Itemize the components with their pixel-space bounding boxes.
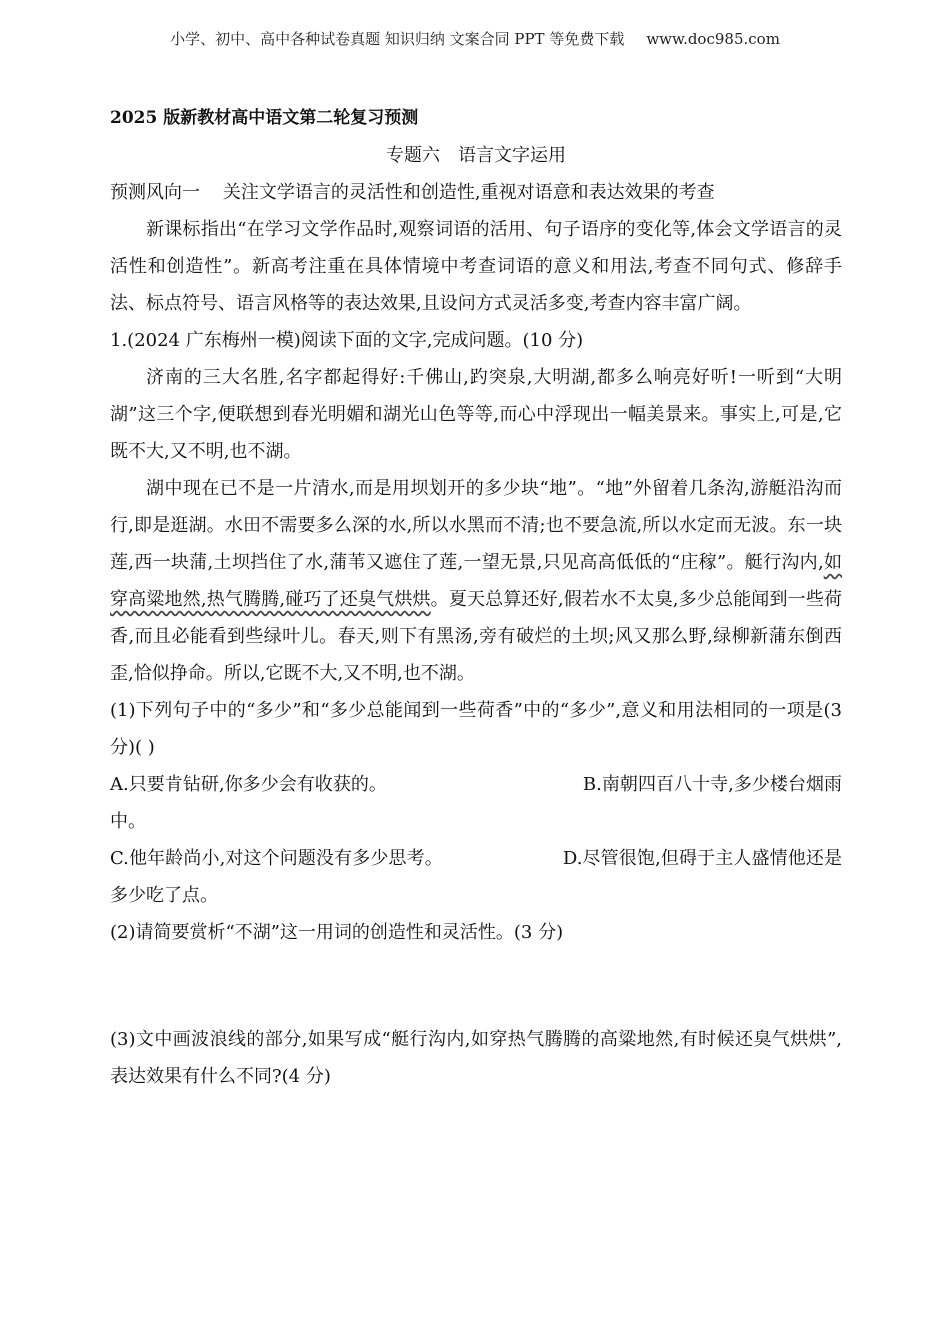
option-b[interactable]: B.南朝四百八十寺,多少楼台烟雨中。 [110, 774, 842, 832]
intro-paragraph: 新课标指出“在学习文学作品时,观察词语的活用、句子语序的变化等,体会文学语言的灵活性和创造性”。新高考注重在具体情境中考查词语的意义和用法,考查不同句式、修辞手法、标点符号、语言风格等的表达效果,且设问方式灵活多变,考查内容丰富广阔。 [110, 219, 842, 314]
option-a[interactable]: A.只要肯钻研,你多少会有收获的。 [110, 774, 387, 795]
passage-p2-after: 。夏天总算还好,假若水不太臭,多少总能闻到一些荷香,而且必能看到些绿叶儿。春天,则下有黑汤,旁有破烂的土坝;风又那么野,绿柳新蒲东倒西歪,恰似挣命。所以,它既不大,又不明,也不湖。 [110, 589, 842, 684]
header-text: 小学、初中、高中各种试卷真题 知识归纳 文案合同 PPT 等免费下载 [170, 30, 625, 48]
sub-question-1-stem: (1)下列句子中的“多少”和“多少总能闻到一些荷香”中的“多少”,意义和用法相同的一项是(3 分)( ) [110, 700, 842, 758]
options-row-cd [110, 840, 842, 914]
option-c[interactable]: C.他年龄尚小,对这个问题没有多少思考。 [110, 848, 443, 869]
wavy-underlined-text: 如穿高粱地然,热气腾腾,碰巧了还臭气烘烘 [110, 552, 843, 610]
document-body [110, 100, 842, 1095]
passage-paragraph-2 [110, 470, 842, 692]
topic-label: 专题六 [386, 145, 440, 166]
answer-space-2[interactable] [110, 951, 842, 1021]
page-header [0, 28, 950, 49]
prediction-direction: 预测风向一 关注文学语言的灵活性和创造性,重视对语意和表达效果的考查 [110, 182, 715, 203]
option-d[interactable]: D.尽管很饱,但碍于主人盛情他还是多少吃了点。 [110, 848, 843, 906]
sub-question-2-stem: (2)请简要赏析“不湖”这一用词的创造性和灵活性。(3 分) [110, 922, 564, 943]
document-title: 2025 版新教材高中语文第二轮复习预测 [110, 108, 419, 128]
sub-question-3-stem: (3)文中画波浪线的部分,如果写成“艇行沟内,如穿热气腾腾的高粱地然,有时候还臭气烘烘”,表达效果有什么不同?(4 分) [110, 1029, 842, 1087]
passage-p2-before: 湖中现在已不是一片清水,而是用坝划开的多少块“地”。“地”外留着几条沟,游艇沿沟而行,即是逛湖。水田不需要多么深的水,所以水黑而不清;也不要急流,所以水定而无波。东一块莲,西一块蒲,土坝挡住了水,蒲苇又遮住了莲,一望无景,只见高高低低的“庄稼”。艇行沟内, [110, 478, 842, 573]
topic-heading [110, 137, 842, 174]
header-site-link[interactable]: www.doc985.com [646, 30, 780, 48]
passage-paragraph-1: 济南的三大名胜,名字都起得好:千佛山,趵突泉,大明湖,都多么响亮好听!一听到“大明湖”这三个字,便联想到春光明媚和湖光山色等等,而心中浮现出一幅美景来。事实上,可是,它既不大,又不明,也不湖。 [110, 367, 842, 462]
options-row-ab [110, 766, 842, 840]
question-1-stem: 1.(2024 广东梅州一模)阅读下面的文字,完成问题。(10 分) [110, 330, 584, 351]
topic-name: 语言文字运用 [458, 145, 566, 166]
